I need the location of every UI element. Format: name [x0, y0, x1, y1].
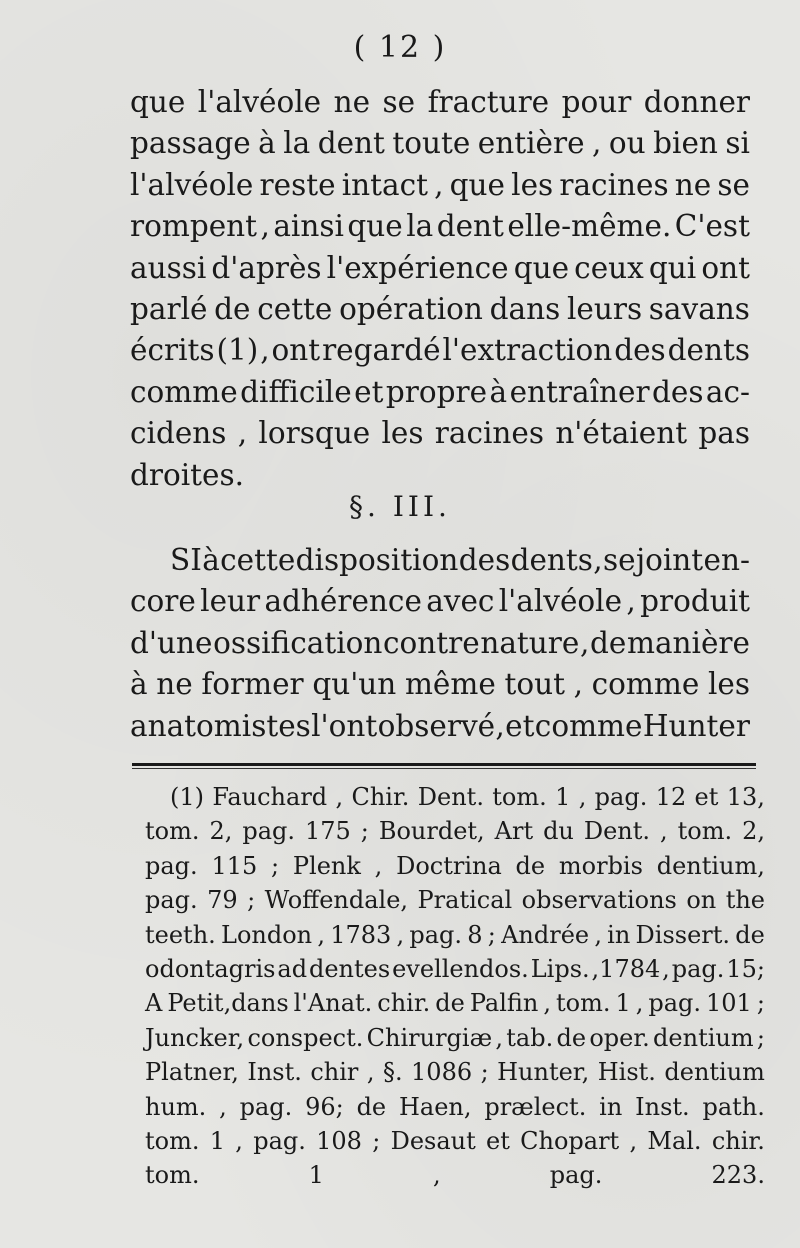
word: 8	[467, 920, 483, 949]
word: Chir.	[351, 783, 410, 811]
word: et	[694, 783, 719, 811]
word: à	[258, 126, 276, 161]
word: elle-même.	[507, 209, 672, 244]
word: difficile	[240, 374, 352, 409]
word: que	[449, 167, 505, 202]
word: ,	[235, 1126, 243, 1155]
word: (1)	[170, 783, 204, 811]
word: que	[130, 85, 186, 119]
word: qu'un	[312, 667, 397, 702]
word: pag.	[549, 1161, 603, 1190]
word: dentium	[653, 1023, 754, 1052]
word: même	[404, 667, 496, 702]
word: tom.	[677, 817, 733, 846]
paragraph-2	[130, 540, 750, 747]
word: parlé	[130, 291, 208, 326]
word: ,	[260, 333, 270, 368]
word: manière	[626, 625, 750, 660]
word: ossification	[213, 625, 383, 660]
word: morbis	[558, 851, 643, 880]
word: pour	[561, 85, 632, 119]
word: ,1784	[591, 954, 661, 983]
text-line	[145, 952, 765, 986]
word: opération	[339, 291, 483, 326]
word: ;	[271, 851, 280, 880]
text-line	[130, 581, 750, 622]
word: entière	[477, 126, 585, 161]
word: comme	[130, 374, 238, 409]
word: ont	[701, 250, 750, 285]
word: ,	[593, 543, 603, 577]
word: ou	[608, 126, 646, 161]
word: cette	[220, 543, 296, 577]
text-line	[145, 1090, 765, 1124]
word: de	[590, 625, 627, 660]
word: ,	[592, 126, 602, 161]
word: contre	[383, 625, 480, 660]
word: ;	[360, 817, 369, 846]
word: et	[354, 374, 384, 409]
word: tom.	[556, 989, 611, 1018]
word: ;	[480, 1058, 489, 1087]
word: l'alvéole	[197, 85, 322, 119]
word: écrits	[130, 333, 215, 368]
word: qui	[648, 250, 697, 285]
word: tom.	[145, 817, 200, 846]
word: lorsque	[258, 416, 371, 451]
word: 1	[615, 989, 631, 1018]
word: dent	[317, 126, 385, 161]
word: de	[435, 989, 465, 1018]
word: de	[214, 291, 251, 326]
word: la	[406, 209, 434, 244]
text-line	[130, 123, 750, 164]
word: cidens	[130, 416, 227, 451]
word: oper.	[589, 1023, 650, 1052]
word: Doctrina	[396, 851, 502, 880]
word: Mal.	[647, 1126, 702, 1155]
word: observations	[521, 886, 677, 915]
word: à	[489, 374, 508, 409]
word: les	[707, 667, 750, 702]
word: Inst.	[635, 1092, 690, 1121]
word: ;	[247, 886, 256, 915]
word: Andrée	[501, 920, 590, 949]
word: bien	[653, 126, 718, 161]
word: l'expérience	[326, 250, 509, 285]
word: ,	[626, 584, 636, 619]
word: des	[652, 374, 704, 409]
word: ,	[573, 667, 583, 702]
word: passage	[130, 126, 251, 161]
text-line	[130, 289, 750, 330]
text-line	[130, 706, 750, 747]
word: core	[130, 584, 196, 619]
word: §.	[382, 1058, 403, 1087]
word: d'après	[211, 250, 322, 285]
word: the	[725, 886, 765, 915]
word: donner	[643, 85, 750, 119]
word: ,	[366, 1058, 375, 1087]
word: et	[505, 708, 535, 743]
word: cette	[257, 291, 333, 326]
word: l'extraction	[442, 333, 613, 368]
word: ;	[756, 989, 765, 1018]
word: C'est	[674, 209, 750, 244]
word: tom.	[492, 783, 547, 811]
word: regardé	[322, 333, 441, 368]
word: ,	[495, 708, 505, 743]
word: 223.	[711, 1161, 765, 1190]
word: en-	[703, 543, 750, 577]
word: Plenk	[292, 851, 361, 880]
word: Hunter	[642, 708, 750, 743]
word: que	[513, 250, 570, 285]
word: 13,	[726, 783, 765, 811]
word: 15;	[726, 954, 765, 983]
word: nature	[480, 625, 580, 660]
word: Fauchard	[212, 783, 328, 811]
word: Palfin	[469, 989, 539, 1018]
word: dents	[667, 333, 750, 368]
word: à	[202, 543, 220, 577]
text-line	[130, 330, 750, 371]
word: les	[381, 416, 424, 451]
word: ne	[156, 667, 193, 702]
word: ,	[219, 1092, 227, 1121]
footnote-rule-thin	[132, 768, 756, 769]
text-line	[130, 372, 750, 413]
word: 1	[555, 783, 571, 811]
word: comme	[534, 708, 643, 743]
word: Art	[494, 817, 534, 846]
text-line	[130, 664, 750, 705]
word: ;	[372, 1126, 381, 1155]
word: tom.	[145, 1126, 200, 1155]
word: Hunter,	[497, 1058, 590, 1087]
word: ,	[260, 209, 270, 244]
word: tab.	[506, 1023, 554, 1052]
word: produit	[640, 584, 750, 619]
word: ,	[578, 783, 587, 811]
word: pag.	[145, 851, 198, 880]
text-line	[145, 1021, 765, 1055]
word: ,	[662, 954, 670, 983]
word: pas	[698, 416, 750, 451]
word: ;	[487, 920, 496, 949]
word: aussi	[130, 250, 207, 285]
word: Dent.	[583, 817, 651, 846]
word: leur	[200, 584, 261, 619]
word: Chopart	[520, 1126, 620, 1155]
word: ,	[495, 1023, 504, 1052]
word: 1	[209, 1126, 226, 1155]
word: de	[556, 1023, 587, 1052]
word: 12	[655, 783, 687, 811]
word: London	[221, 920, 313, 949]
word: Inst.	[247, 1058, 302, 1087]
word: evellendos.	[392, 954, 529, 983]
word: ,	[374, 851, 383, 880]
word: 2,	[209, 817, 233, 846]
word: adhérence	[264, 584, 422, 619]
word: savans	[648, 291, 750, 326]
word: pag.	[145, 886, 198, 915]
word: 1783	[330, 920, 392, 949]
word: observé	[377, 708, 496, 743]
footnote-rule	[132, 763, 756, 766]
word: conspect.	[247, 1023, 364, 1052]
word: Juncker,	[145, 1023, 245, 1052]
word: 175	[304, 817, 351, 846]
word: se	[717, 167, 750, 202]
word: ,	[543, 989, 552, 1018]
footnote	[145, 780, 765, 1193]
word: ad	[277, 954, 308, 983]
text-line	[145, 1124, 765, 1158]
text-line	[130, 413, 750, 454]
word: in	[607, 920, 631, 949]
word: se	[602, 543, 636, 577]
word: dents	[510, 543, 593, 577]
word: tout	[504, 667, 565, 702]
word: les	[511, 167, 554, 202]
word: chir.	[711, 1126, 765, 1155]
word: et	[486, 1126, 510, 1155]
word: de	[515, 851, 546, 880]
section-heading: §. III.	[349, 490, 451, 523]
text-line	[130, 540, 750, 581]
word: prælect.	[484, 1092, 587, 1121]
word: Hist.	[597, 1058, 656, 1087]
word: 1086	[411, 1058, 473, 1087]
text-line	[130, 165, 750, 206]
word: pag.	[409, 920, 463, 949]
word: Dissert.	[635, 920, 731, 949]
word: intact	[341, 167, 428, 202]
word: ,	[579, 625, 590, 660]
word: l'Anat.	[293, 989, 373, 1018]
word: rompent	[130, 209, 258, 244]
word: dentes	[308, 954, 391, 983]
word: path.	[702, 1092, 765, 1121]
paragraph-1	[130, 82, 750, 496]
text-line	[145, 1158, 765, 1192]
word: ,	[660, 817, 668, 846]
text-line	[145, 918, 765, 952]
word: ,	[635, 989, 644, 1018]
word: 108	[316, 1126, 362, 1155]
word: Dent.	[417, 783, 484, 811]
word: Haen,	[398, 1092, 472, 1121]
word: ,	[396, 920, 405, 949]
text-line	[145, 883, 765, 917]
word: comme	[591, 667, 700, 702]
word: Desaut	[390, 1126, 476, 1155]
word: entraîner	[509, 374, 650, 409]
word: leurs	[566, 291, 643, 326]
word: (1)	[216, 333, 259, 368]
word: la	[283, 126, 311, 161]
word: anatomistes	[130, 708, 311, 743]
word: SI	[170, 543, 202, 577]
word: on	[686, 886, 717, 915]
text-line	[130, 206, 750, 247]
word: 101	[706, 989, 752, 1018]
word: Woffendale,	[264, 886, 409, 915]
word: ac-	[705, 374, 750, 409]
word: teeth.	[145, 920, 216, 949]
word: tom.	[145, 1161, 200, 1190]
word: 1	[308, 1161, 324, 1190]
word: ainsi	[273, 209, 344, 244]
word: 115	[211, 851, 258, 880]
word: Lips.	[530, 954, 590, 983]
text-line	[145, 1055, 765, 1089]
word: ,	[237, 416, 248, 451]
word: fracture	[427, 85, 550, 119]
text-line	[145, 986, 765, 1020]
word: former	[201, 667, 304, 702]
text-line	[145, 849, 765, 883]
word: dent	[436, 209, 504, 244]
word: dentium	[664, 1058, 765, 1087]
text-line	[145, 780, 765, 814]
word: Bourdet,	[378, 817, 485, 846]
word: ,	[629, 1126, 638, 1155]
word: dentium,	[656, 851, 765, 880]
word: odontagris	[145, 954, 276, 983]
word: pag.	[239, 1092, 293, 1121]
word: si	[725, 126, 750, 161]
word: 79	[207, 886, 238, 915]
word: droites.	[130, 457, 245, 492]
word: Platner,	[145, 1058, 239, 1087]
word: ne	[674, 167, 712, 202]
text-line	[130, 82, 750, 123]
word: Petit,dans	[167, 989, 289, 1018]
word: n'étaient	[555, 416, 688, 451]
word: ,	[434, 167, 444, 202]
word: se	[382, 85, 416, 119]
word: ,	[594, 920, 602, 949]
word: à	[130, 667, 148, 702]
word: dans	[489, 291, 561, 326]
word: pag.	[253, 1126, 306, 1155]
word: que	[347, 209, 403, 244]
word: ;	[756, 1023, 765, 1052]
word: toute	[392, 126, 471, 161]
word: in	[599, 1092, 623, 1121]
word: pag.	[671, 954, 725, 983]
word: A	[145, 989, 163, 1018]
word: ont	[271, 333, 321, 368]
word: ,	[335, 783, 344, 811]
word: 2,	[742, 817, 765, 846]
word: racines	[559, 167, 669, 202]
word: racines	[434, 416, 545, 451]
word: pag.	[648, 989, 702, 1018]
word: avec	[426, 584, 495, 619]
word: de	[735, 920, 765, 949]
word: l'alvéole	[130, 167, 254, 202]
word: ne	[333, 85, 371, 119]
word: pag.	[242, 817, 295, 846]
word: joint	[635, 543, 704, 577]
text-line	[130, 248, 750, 289]
word: 96;	[305, 1092, 344, 1121]
text-line	[145, 814, 765, 848]
word: propre	[385, 374, 488, 409]
word: ceux	[574, 250, 644, 285]
word: du	[543, 817, 574, 846]
word: reste	[259, 167, 336, 202]
word: des	[458, 543, 511, 577]
word: pag.	[594, 783, 648, 811]
word: Pratical	[417, 886, 513, 915]
word: chir	[310, 1058, 359, 1087]
word: d'une	[130, 625, 213, 660]
word: Chirurgiæ	[366, 1023, 493, 1052]
word: de	[356, 1092, 387, 1121]
word: l'ont	[311, 708, 378, 743]
word: des	[614, 333, 666, 368]
page-number: ( 12 )	[353, 30, 447, 65]
text-line	[130, 623, 750, 664]
word: ,	[317, 920, 325, 949]
word: hum.	[145, 1092, 207, 1121]
word: chir.	[377, 989, 431, 1018]
word: disposition	[295, 543, 459, 577]
word: ,	[432, 1161, 441, 1190]
word: l'alvéole	[498, 584, 623, 619]
